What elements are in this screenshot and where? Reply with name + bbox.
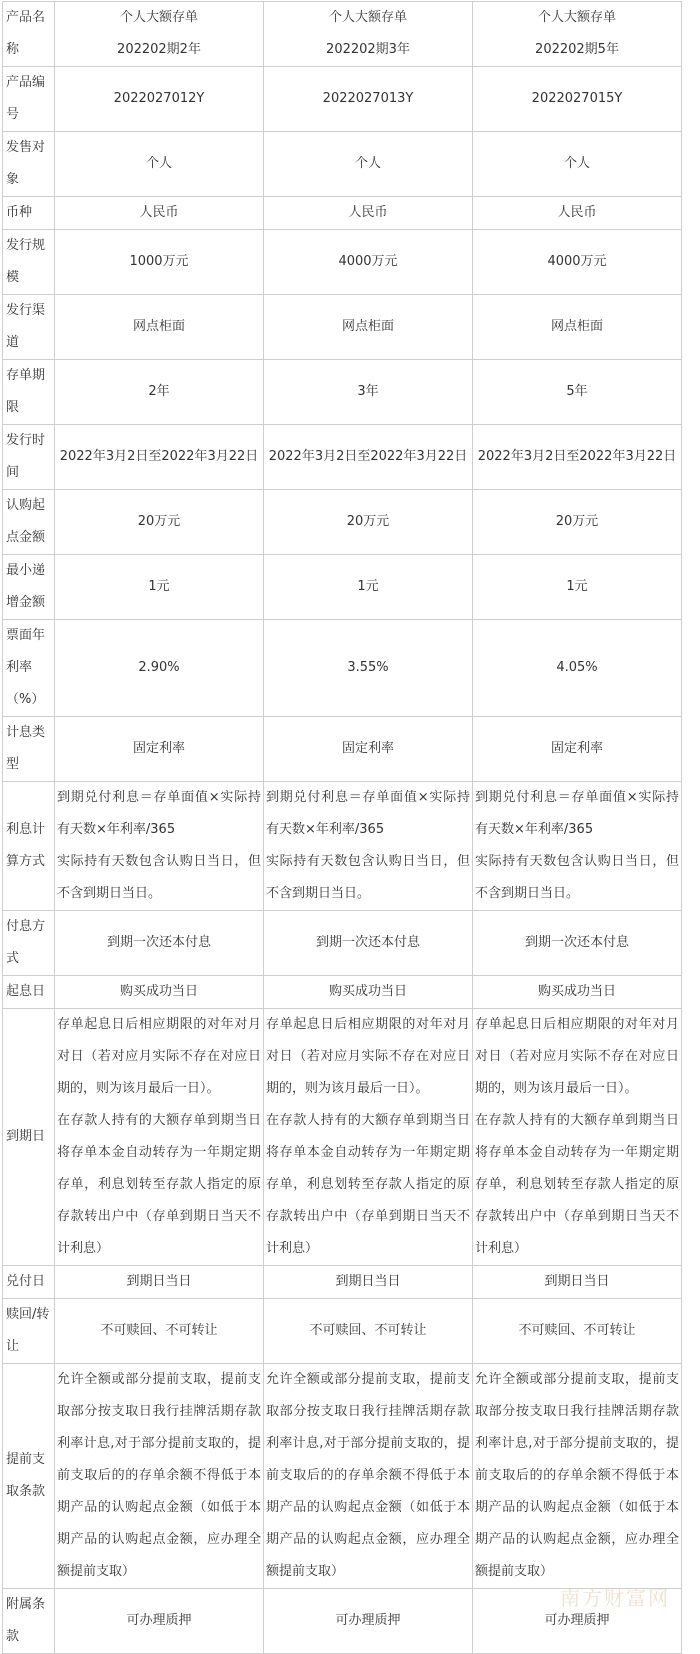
cell-value: 到期一次还本付息: [55, 911, 264, 976]
table-row: [3, 230, 682, 295]
cell-value: 到期兑付利息＝存单面值×实际持有天数×年利率/365 实际持有天数包含认购日当日，但不含到期日当日。: [473, 782, 682, 911]
table-row: [3, 620, 682, 717]
row-label: 提前支取条款: [3, 1364, 55, 1589]
cell-value: 20万元: [55, 490, 264, 555]
cell-value: 4.05%: [473, 620, 682, 717]
cell-value: 网点柜面: [473, 295, 682, 360]
row-label: 票面年利率（%）: [3, 620, 55, 717]
row-label: 到期日: [3, 1009, 55, 1266]
table-row: [3, 1266, 682, 1299]
table-row: [3, 425, 682, 490]
cell-value: 人民币: [264, 197, 473, 230]
row-label: 发行规模: [3, 230, 55, 295]
cell-value: 购买成功当日: [55, 976, 264, 1009]
row-label: 计息类型: [3, 717, 55, 782]
cell-value: 个人大额存单 202202期3年: [264, 2, 473, 67]
row-label: 发售对象: [3, 132, 55, 197]
cell-value: 可办理质押: [264, 1589, 473, 1654]
cell-value: 网点柜面: [264, 295, 473, 360]
cell-value: 允许全额或部分提前支取，提前支取部分按支取日我行挂牌活期存款利率计息,对于部分提前支取的，提前支取后的的存单余额不得低于本期产品的认购起点金额（如低于本期产品的认购起点金额，应办理全额提前支取）: [473, 1364, 682, 1589]
cell-value: 固定利率: [264, 717, 473, 782]
table-row: [3, 2, 682, 67]
row-label: 产品编号: [3, 67, 55, 132]
cell-value: 2022027015Y: [473, 67, 682, 132]
cell-value: 不可赎回、不可转让: [473, 1299, 682, 1364]
row-label: 起息日: [3, 976, 55, 1009]
table-row: [3, 197, 682, 230]
cell-value: 2022年3月2日至2022年3月22日: [473, 425, 682, 490]
row-label: 发行渠道: [3, 295, 55, 360]
cell-value: 4000万元: [473, 230, 682, 295]
cell-value: 到期日当日: [55, 1266, 264, 1299]
row-label: 发行时间: [3, 425, 55, 490]
table-row: [3, 360, 682, 425]
cell-value: 到期兑付利息＝存单面值×实际持有天数×年利率/365 实际持有天数包含认购日当日，但不含到期日当日。: [55, 782, 264, 911]
cell-value: 到期兑付利息＝存单面值×实际持有天数×年利率/365 实际持有天数包含认购日当日，但不含到期日当日。: [264, 782, 473, 911]
cell-value: 购买成功当日: [473, 976, 682, 1009]
cell-value: 1000万元: [55, 230, 264, 295]
cell-value: 可办理质押: [473, 1589, 682, 1654]
cell-value: 2022027013Y: [264, 67, 473, 132]
cell-value: 不可赎回、不可转让: [264, 1299, 473, 1364]
cell-value: 存单起息日后相应期限的对年对月对日（若对应月实际不存在对应日期的，则为该月最后一日）。 在存款人持有的大额存单到期当日将存单本金自动转存为一年期定期存单，利息划转至存款人指定的原存款转出户中（存单到期日当天不计利息）: [264, 1009, 473, 1266]
table-row: [3, 67, 682, 132]
cell-value: 2.90%: [55, 620, 264, 717]
table-row: [3, 295, 682, 360]
cell-value: 到期日当日: [264, 1266, 473, 1299]
cell-value: 到期一次还本付息: [264, 911, 473, 976]
row-label: 付息方式: [3, 911, 55, 976]
cell-value: 人民币: [55, 197, 264, 230]
cell-value: 个人大额存单 202202期5年: [473, 2, 682, 67]
table-row: [3, 132, 682, 197]
table-row: [3, 976, 682, 1009]
deposit-spec-table: [2, 1, 682, 1654]
cell-value: 允许全额或部分提前支取，提前支取部分按支取日我行挂牌活期存款利率计息,对于部分提前支取的，提前支取后的的存单余额不得低于本期产品的认购起点金额（如低于本期产品的认购起点金额，应办理全额提前支取）: [264, 1364, 473, 1589]
cell-value: 固定利率: [473, 717, 682, 782]
cell-value: 2022027012Y: [55, 67, 264, 132]
cell-value: 允许全额或部分提前支取，提前支取部分按支取日我行挂牌活期存款利率计息,对于部分提前支取的，提前支取后的的存单余额不得低于本期产品的认购起点金额（如低于本期产品的认购起点金额，应办理全额提前支取）: [55, 1364, 264, 1589]
row-label: 最小递增金额: [3, 555, 55, 620]
row-label: 存单期限: [3, 360, 55, 425]
cell-value: 到期日当日: [473, 1266, 682, 1299]
cell-value: 存单起息日后相应期限的对年对月对日（若对应月实际不存在对应日期的，则为该月最后一日）。 在存款人持有的大额存单到期当日将存单本金自动转存为一年期定期存单，利息划转至存款人指定的原存款转出户中（存单到期日当天不计利息）: [55, 1009, 264, 1266]
cell-value: 个人: [473, 132, 682, 197]
cell-value: 1元: [55, 555, 264, 620]
cell-value: 20万元: [473, 490, 682, 555]
cell-value: 可办理质押: [55, 1589, 264, 1654]
cell-value: 到期一次还本付息: [473, 911, 682, 976]
row-label: 产品名称: [3, 2, 55, 67]
watermark-logo: 南方财富网: [560, 1586, 670, 1610]
cell-value: 2022年3月2日至2022年3月22日: [55, 425, 264, 490]
spec-table-body: [3, 2, 682, 1654]
row-label: 兑付日: [3, 1266, 55, 1299]
cell-value: 1元: [264, 555, 473, 620]
row-label: 认购起点金额: [3, 490, 55, 555]
cell-value: 20万元: [264, 490, 473, 555]
row-label: 附属条款: [3, 1589, 55, 1654]
cell-value: 网点柜面: [55, 295, 264, 360]
cell-value: 4000万元: [264, 230, 473, 295]
cell-value: 2022年3月2日至2022年3月22日: [264, 425, 473, 490]
row-label: 赎回/转让: [3, 1299, 55, 1364]
cell-value: 人民币: [473, 197, 682, 230]
row-label: 利息计算方式: [3, 782, 55, 911]
cell-value: 固定利率: [55, 717, 264, 782]
cell-value: 1元: [473, 555, 682, 620]
cell-value: 购买成功当日: [264, 976, 473, 1009]
cell-value: 2年: [55, 360, 264, 425]
table-row: [3, 490, 682, 555]
cell-value: 个人: [264, 132, 473, 197]
table-row: [3, 1364, 682, 1589]
table-row: [3, 1299, 682, 1364]
cell-value: 个人大额存单 202202期2年: [55, 2, 264, 67]
table-row: [3, 717, 682, 782]
cell-value: 3.55%: [264, 620, 473, 717]
cell-value: 存单起息日后相应期限的对年对月对日（若对应月实际不存在对应日期的，则为该月最后一日）。 在存款人持有的大额存单到期当日将存单本金自动转存为一年期定期存单，利息划转至存款人指定的原存款转出户中（存单到期日当天不计利息）: [473, 1009, 682, 1266]
cell-value: 不可赎回、不可转让: [55, 1299, 264, 1364]
table-row: [3, 555, 682, 620]
cell-value: 3年: [264, 360, 473, 425]
table-row: [3, 1009, 682, 1266]
cell-value: 5年: [473, 360, 682, 425]
table-row: [3, 911, 682, 976]
row-label: 币种: [3, 197, 55, 230]
cell-value: 个人: [55, 132, 264, 197]
table-row: [3, 782, 682, 911]
